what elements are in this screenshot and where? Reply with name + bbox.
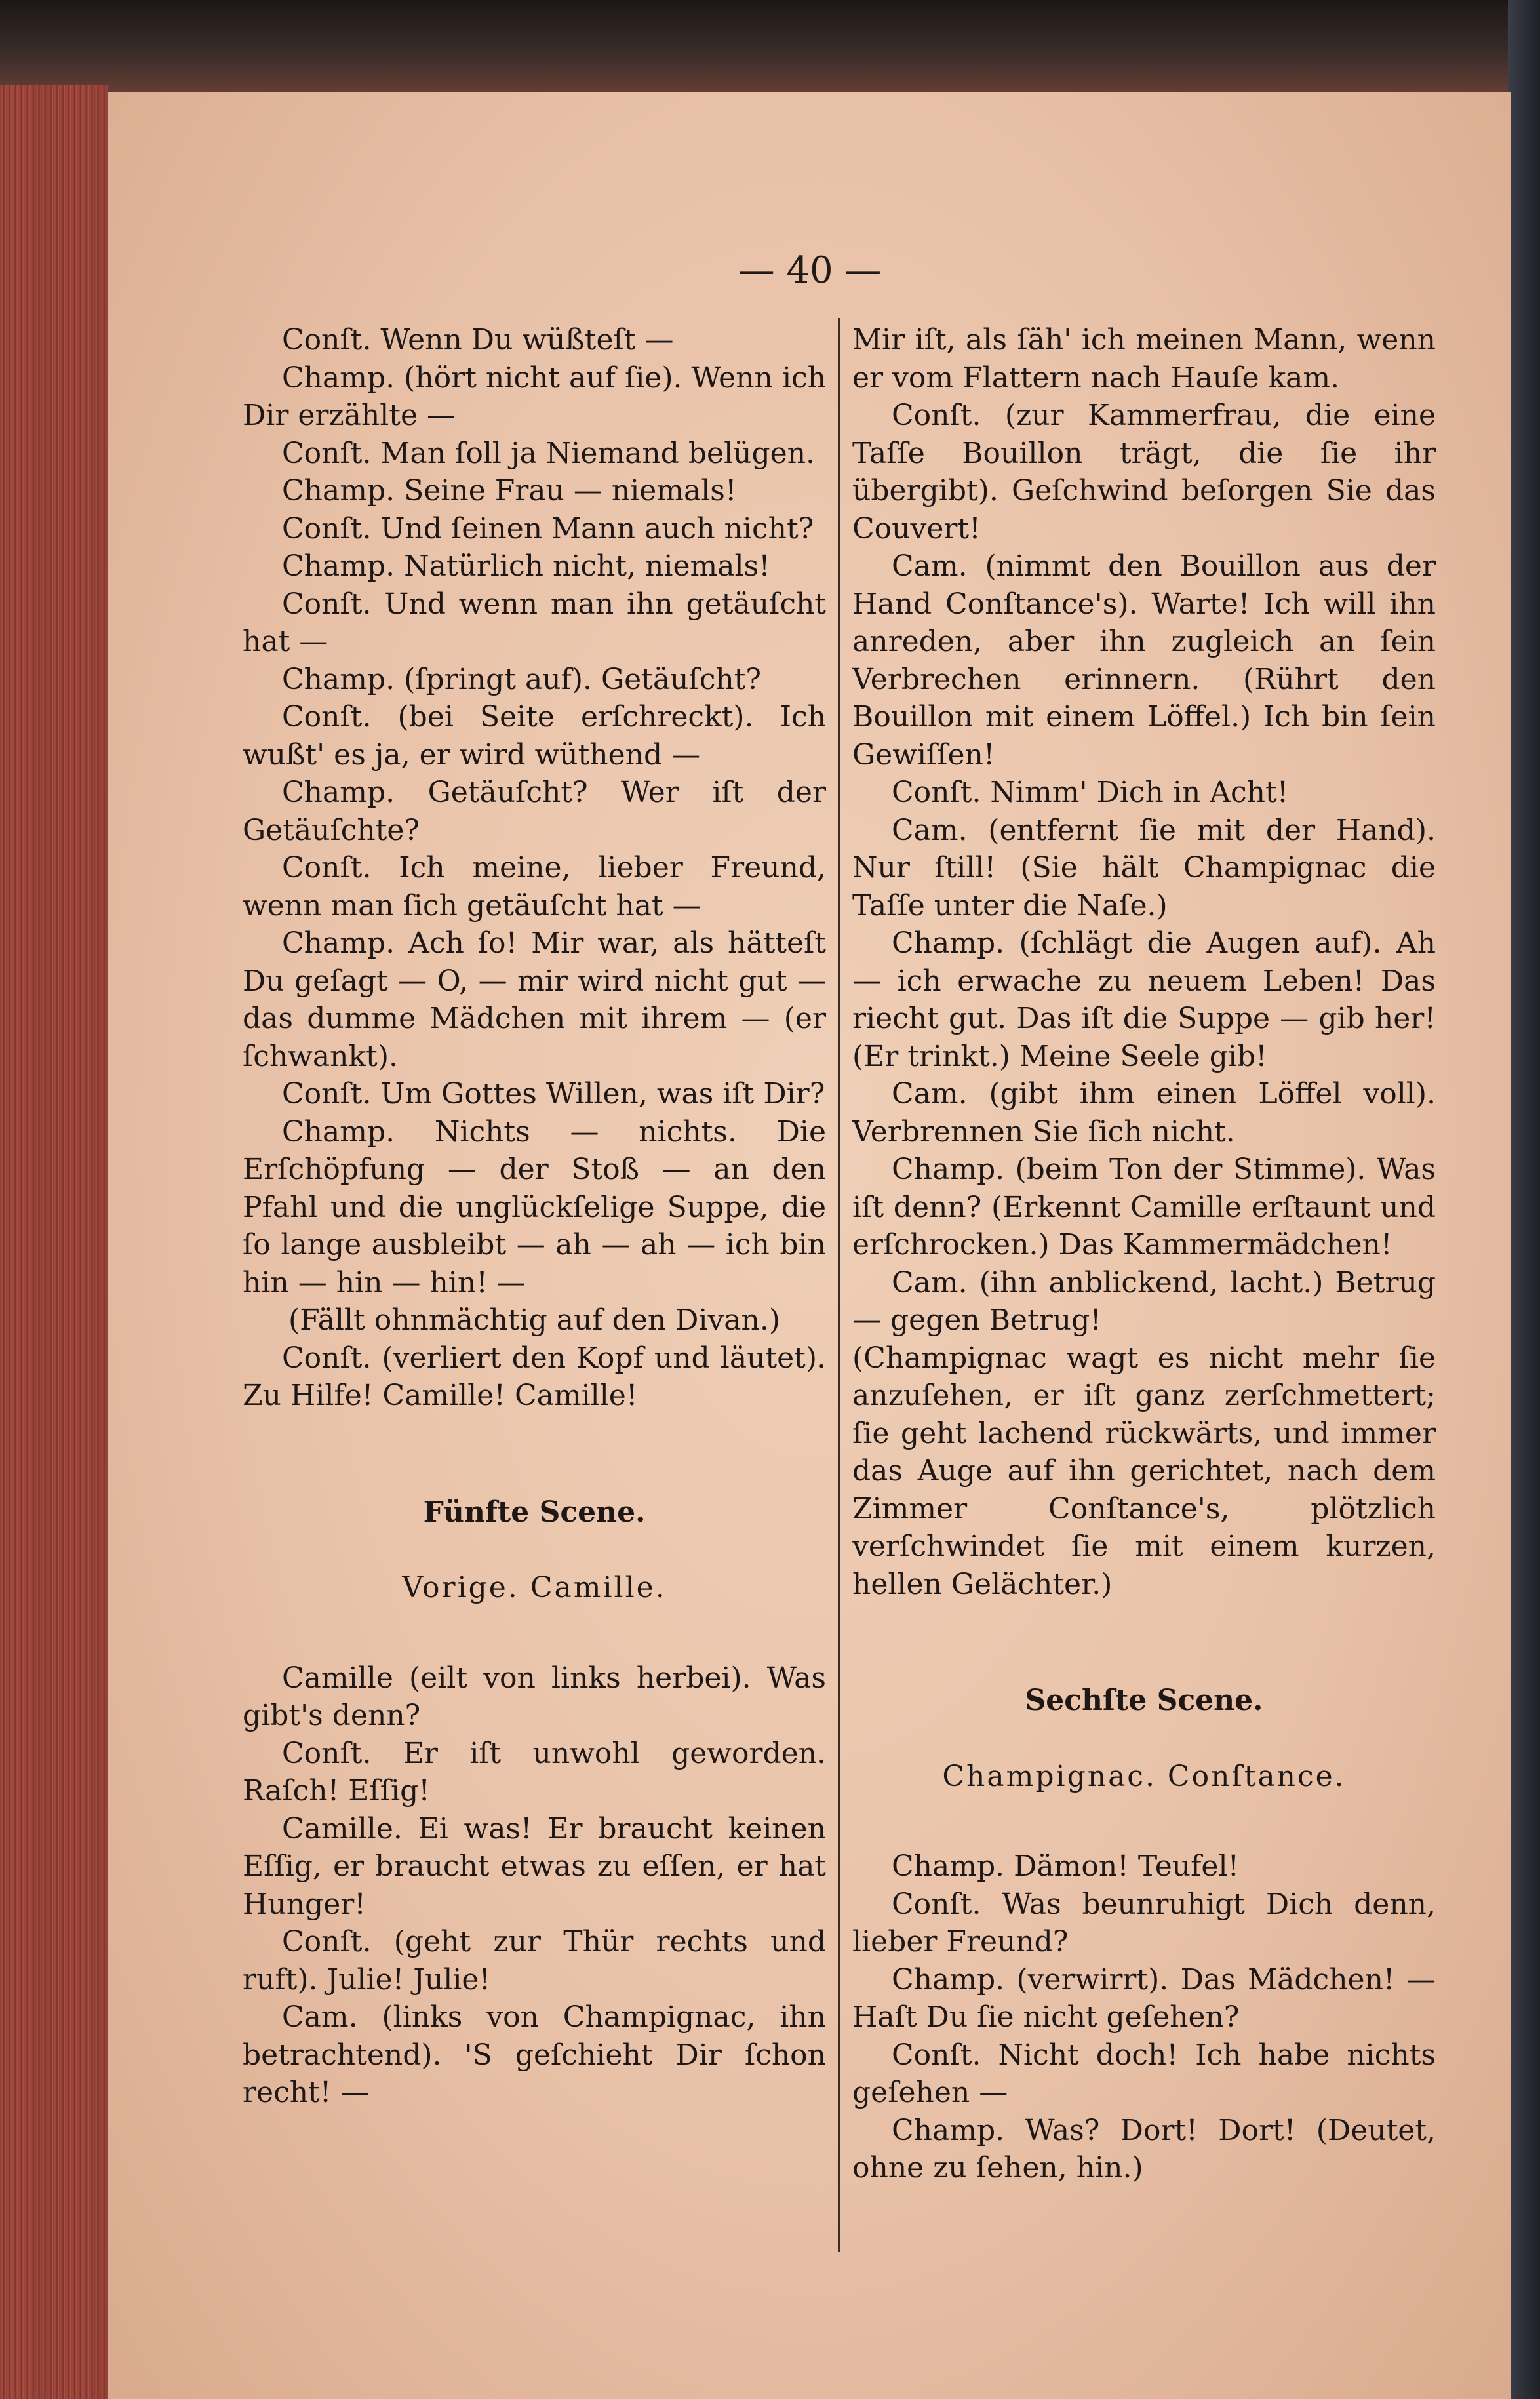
dialogue-line: Champ. (hört nicht auf ſie). Wenn ich Dir erzählte — <box>243 361 826 432</box>
book-cover-right <box>1508 0 1540 2399</box>
dialogue-line: Conſt. Wenn Du wüßteſt — <box>282 323 674 357</box>
dialogue-line: Champ. Ach ſo! Mir war, als hätteſt Du geſagt — O, — mir wird nicht gut — das dumme Mädchen mit ihrem — (er ſchwankt). <box>243 926 826 1073</box>
dialogue-line: Conſt. (verliert den Kopf und läutet). Zu Hilfe! Camille! Camille! <box>243 1341 826 1412</box>
dialogue-line: Camille (eilt von links herbei). Was gibt's denn? <box>243 1661 826 1732</box>
left-column <box>243 321 826 2112</box>
dialogue-line: Champ. Nichts — nichts. Die Erſchöpfung — der Stoß — an den Pfahl und die unglückſelige Suppe, die ſo lange ausbleibt — ah — ah — ich bin hin — hin — hin! — <box>243 1115 826 1299</box>
dialogue-line: Conſt. Ich meine, lieber Freund, wenn man ſich getäuſcht hat — <box>243 851 826 922</box>
scene-personae: Vorige. Camille. <box>402 1571 667 1604</box>
page-number: — 40 — <box>738 249 882 292</box>
dialogue-line: Champ. Was? Dort! Dort! (Deutet, ohne zu ſehen, hin.) <box>852 2113 1436 2185</box>
book-page <box>108 92 1511 2399</box>
book-cover-top <box>0 0 1540 98</box>
scene-personae: Champignac. Conſtance. <box>942 1759 1346 1793</box>
dialogue-line: Champ. (ſpringt auf). Getäuſcht? <box>282 662 761 696</box>
dialogue-line: Conſt. Und wenn man ihn getäuſcht hat — <box>243 587 826 658</box>
stage-direction: (Fällt ohnmächtig auf den Divan.) <box>288 1303 781 1337</box>
stage-direction: (Champignac wagt es nicht mehr ſie anzuſehen, er iſt ganz zerſchmettert; ſie geht lachend rückwärts, und immer das Auge auf ihn gerichtet, nach dem Zimmer Conſtance's, plötzlich verſchwindet ſie mit einem kurzen, hellen Gelächter.) <box>852 1341 1436 1601</box>
dialogue-line: Cam. (entfernt ſie mit der Hand). Nur ſtill! (Sie hält Champignac die Taſſe unter die Naſe.) <box>852 813 1436 922</box>
dialogue-line: Conſt. Und ſeinen Mann auch nicht? <box>282 511 814 545</box>
dialogue-line: Conſt. (zur Kammerfrau, die eine Taſſe Bouillon trägt, die ſie ihr übergibt). Geſchwind beſorgen Sie das Couvert! <box>852 399 1436 545</box>
dialogue-line: Conſt. Nimm' Dich in Acht! <box>892 776 1289 809</box>
dialogue-line: Champ. Getäuſcht? Wer iſt der Getäuſchte? <box>243 776 826 847</box>
dialogue-line: Champ. (verwirrt). Das Mädchen! — Haſt Du ſie nicht geſehen? <box>852 1962 1436 2034</box>
dialogue-line: Champ. (ſchlägt die Augen auf). Ah — ich erwache zu neuem Leben! Das riecht gut. Das iſt die Suppe — gib her! (Er trinkt.) Meine Seele gib! <box>852 926 1436 1073</box>
dialogue-line: Conſt. Er iſt unwohl geworden. Raſch! Eſſig! <box>243 1736 826 1808</box>
column-divider <box>838 318 840 2252</box>
dialogue-line: Cam. (nimmt den Bouillon aus der Hand Conſtance's). Warte! Ich will ihn anreden, aber ihn zugleich an ſein Verbrechen erinnern. (Rührt den Bouillon mit einem Löffel.) Ich bin ſein Gewiſſen! <box>852 549 1436 772</box>
dialogue-line: Champ. Dämon! Teufel! <box>892 1850 1240 1883</box>
dialogue-line: Cam. (links von Champignac, ihn betrachtend). 'S geſchieht Dir ſchon recht! — <box>243 2000 826 2109</box>
dialogue-line: Champ. (beim Ton der Stimme). Was iſt denn? (Erkennt Camille erſtaunt und erſchrocken.) Das Kammermädchen! <box>852 1153 1436 1261</box>
dialogue-line: Conſt. Nicht doch! Ich habe nichts geſehen — <box>852 2038 1436 2109</box>
dialogue-line: Conſt. Man ſoll ja Niemand belügen. <box>282 436 816 470</box>
dialogue-line: Cam. (ihn anblickend, lacht.) Betrug — gegen Betrug! <box>852 1265 1436 1337</box>
scene-heading: Fünfte Scene. <box>423 1495 646 1529</box>
dialogue-line: Champ. Seine Frau — niemals! <box>282 474 737 507</box>
dialogue-line: Champ. Natürlich nicht, niemals! <box>282 549 770 583</box>
dialogue-line: Conſt. (bei Seite erſchreckt). Ich wußt' es ja, er wird wüthend — <box>243 700 826 772</box>
right-column <box>852 321 1436 2187</box>
dialogue-line: Conſt. Was beunruhigt Dich denn, lieber Freund? <box>852 1887 1436 1958</box>
scene-heading: Sechſte Scene. <box>1025 1684 1263 1717</box>
dialogue-line: Cam. (gibt ihm einen Löffel voll). Verbrennen Sie ſich nicht. <box>852 1077 1436 1149</box>
dialogue-line: Camille. Ei was! Er braucht keinen Eſſig, er braucht etwas zu eſſen, er hat Hunger! <box>243 1812 826 1921</box>
dialogue-line: Conſt. (geht zur Thür rechts und ruft). Julie! Julie! <box>243 1925 826 1996</box>
dialogue-line: Mir iſt, als ſäh' ich meinen Mann, wenn er vom Flattern nach Hauſe kam. <box>852 323 1436 395</box>
page-edges <box>0 85 108 2399</box>
dialogue-line: Conſt. Um Gottes Willen, was iſt Dir? <box>282 1077 825 1111</box>
